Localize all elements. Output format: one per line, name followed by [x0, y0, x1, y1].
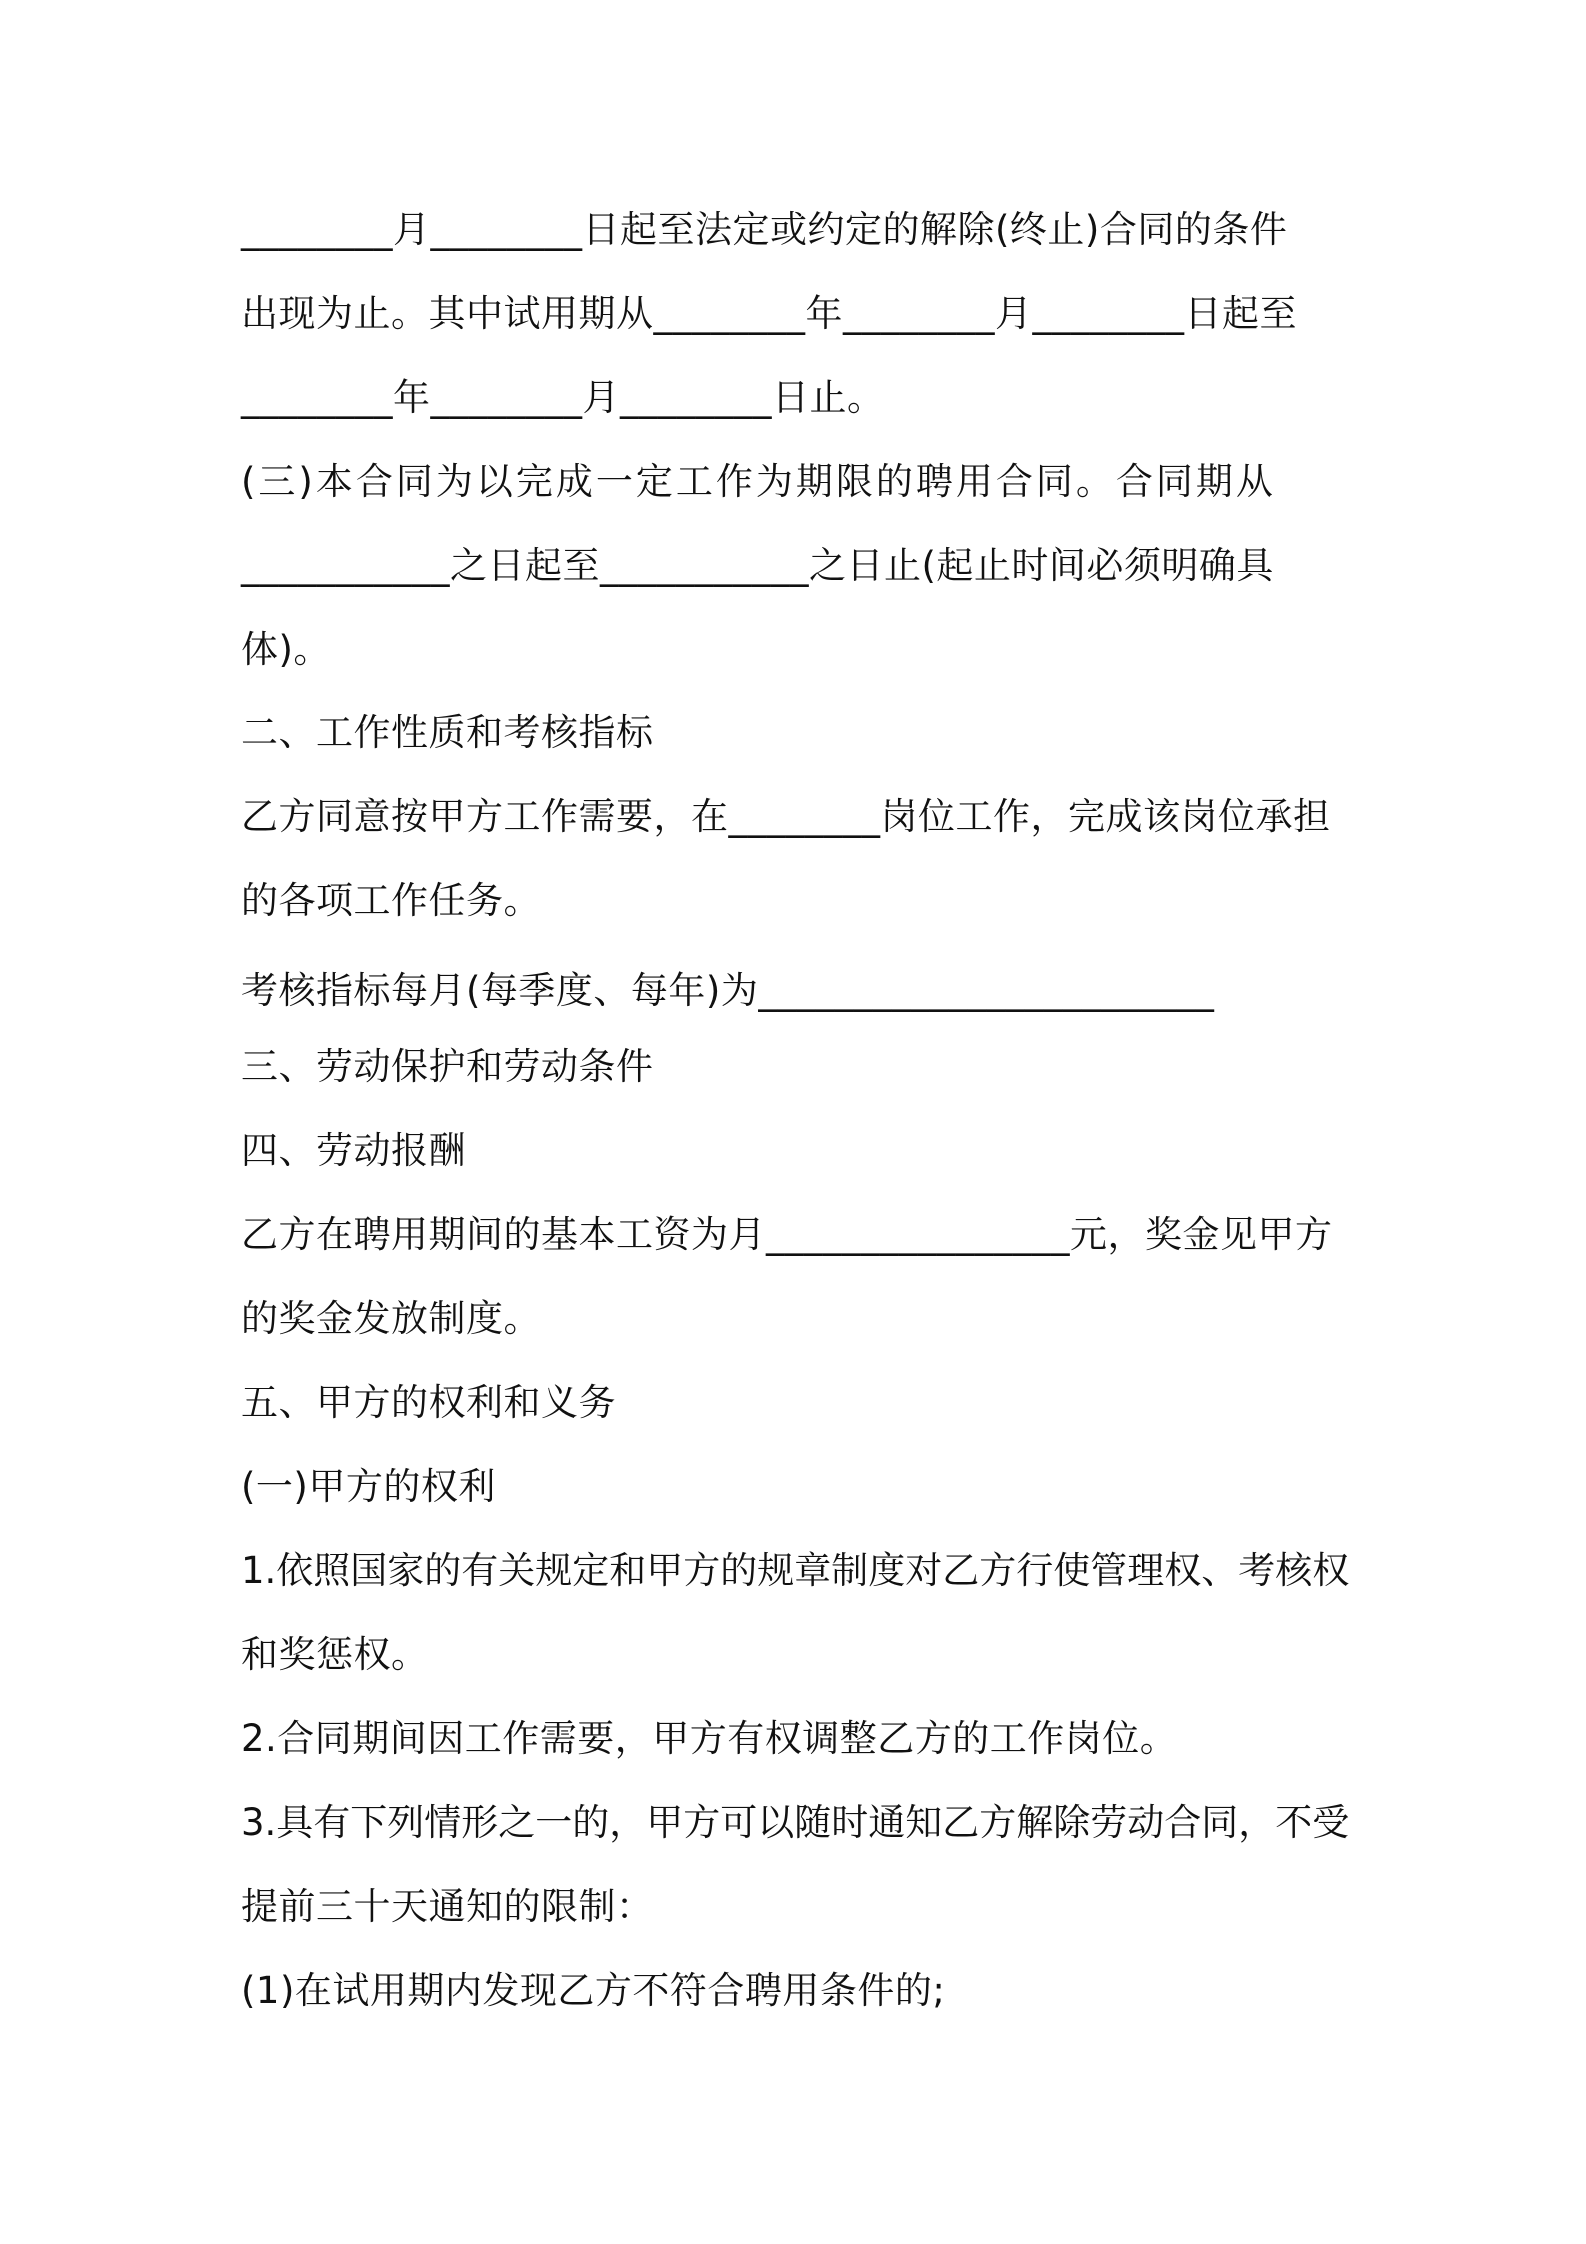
- text-line: 乙方同意按甲方工作需要，在________岗位工作，完成该岗位承担: [241, 795, 1331, 838]
- section-heading: 五、甲方的权利和义务: [241, 1381, 616, 1424]
- text-line: 的奖金发放制度。: [241, 1297, 541, 1340]
- subsection-heading: (一)甲方的权利: [241, 1465, 496, 1508]
- text-line: (三)本合同为以完成一定工作为期限的聘用合同。合同期从: [241, 460, 1276, 503]
- text-line: 提前三十天通知的限制：: [241, 1885, 654, 1928]
- section-heading: 四、劳动报酬: [241, 1129, 466, 1172]
- text-line: 3.具有下列情形之一的，甲方可以随时通知乙方解除劳动合同，不受: [241, 1801, 1350, 1844]
- text-line: ________月________日起至法定或约定的解除(终止)合同的条件: [241, 208, 1288, 251]
- text-line: 和奖惩权。: [241, 1633, 429, 1676]
- text-line: 出现为止。其中试用期从________年________月________日起至: [241, 292, 1297, 335]
- text-line: 的各项工作任务。: [241, 879, 541, 922]
- text-line: 体)。: [241, 628, 331, 671]
- text-line: 2.合同期间因工作需要，甲方有权调整乙方的工作岗位。: [241, 1717, 1178, 1760]
- section-heading: 二、工作性质和考核指标: [241, 711, 654, 754]
- section-heading: 三、劳动保护和劳动条件: [241, 1045, 654, 1088]
- text-line: 乙方在聘用期间的基本工资为月________________元，奖金见甲方: [241, 1213, 1333, 1256]
- text-line: ________年________月________日止。: [241, 376, 885, 419]
- text-line: 考核指标每月(每季度、每年)为________________________: [241, 969, 1215, 1012]
- text-line: ___________之日起至___________之日止(起止时间必须明确具: [241, 544, 1274, 587]
- text-line: 1.依照国家的有关规定和甲方的规章制度对乙方行使管理权、考核权: [241, 1549, 1350, 1592]
- text-line: (1)在试用期内发现乙方不符合聘用条件的;: [241, 1969, 946, 2012]
